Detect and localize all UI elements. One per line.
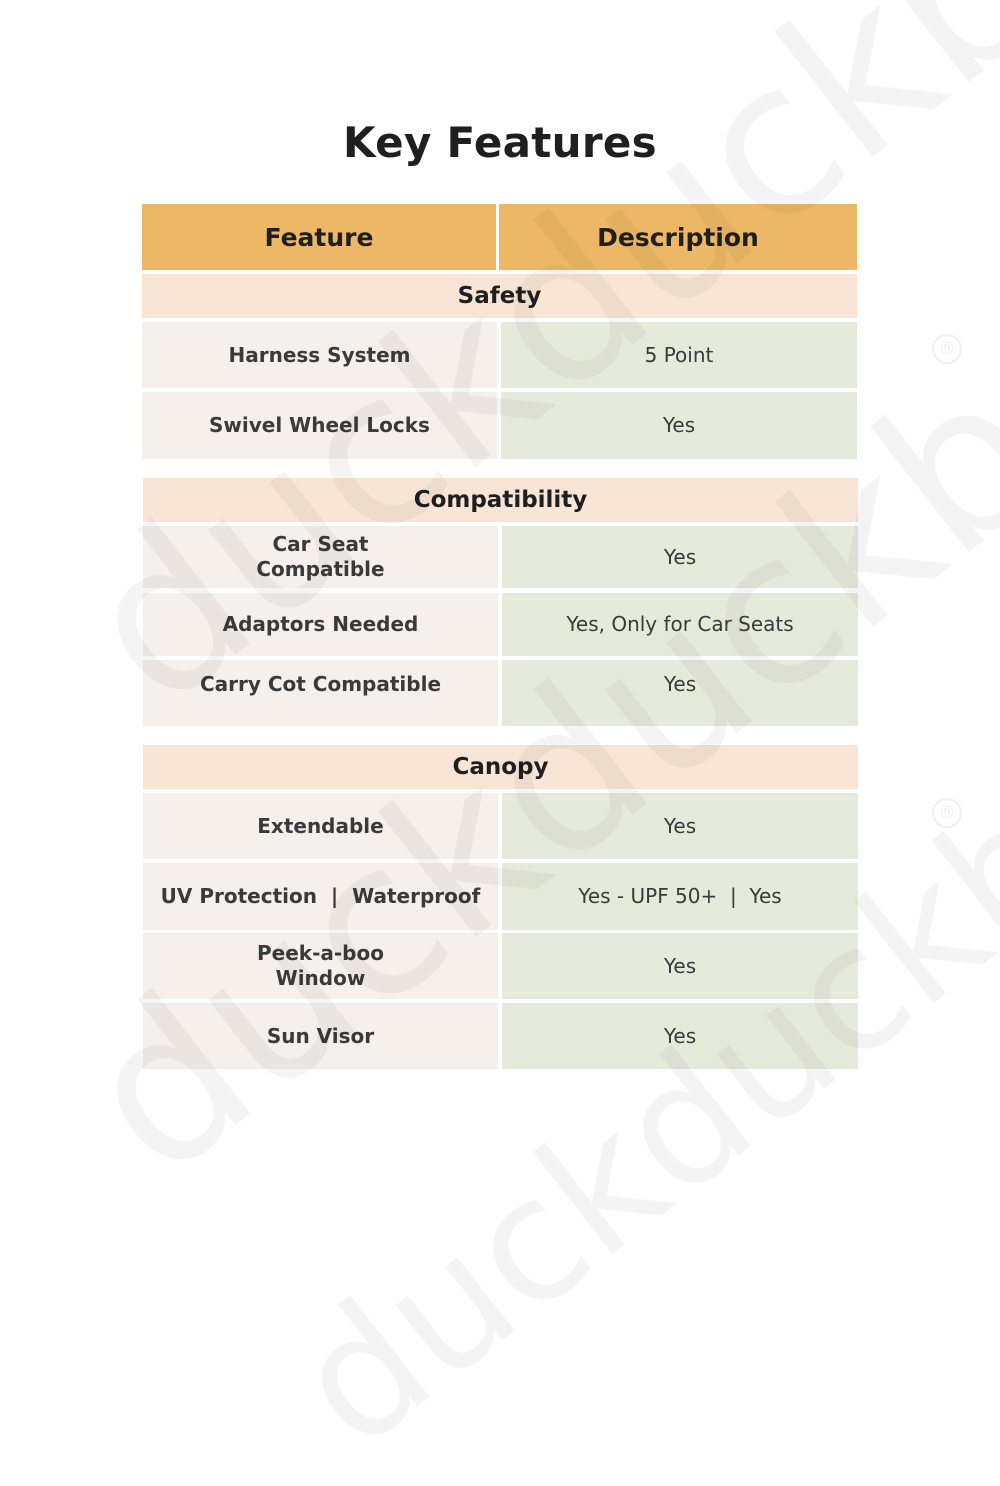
registered-mark-icon: ® xyxy=(932,334,962,364)
header-description: Description xyxy=(499,204,857,270)
feature-swivel-wheel-locks: Swivel Wheel Locks xyxy=(142,392,497,459)
feature-uv-protection-waterproof: UV Protection | Waterproof xyxy=(143,863,498,930)
feature-sun-visor: Sun Visor xyxy=(143,1003,498,1069)
header-feature: Feature xyxy=(142,204,496,270)
description-extendable: Yes xyxy=(502,793,858,859)
description-adaptors-needed: Yes, Only for Car Seats xyxy=(502,593,858,656)
page-title: Key Features xyxy=(343,118,657,167)
description-carry-cot-compatible: Yes xyxy=(502,660,858,726)
description-peek-a-boo-window: Yes xyxy=(502,933,858,999)
section-canopy: Canopy xyxy=(143,745,858,789)
description-sun-visor: Yes xyxy=(502,1003,858,1069)
description-harness-system: 5 Point xyxy=(501,322,857,388)
feature-harness-system: Harness System xyxy=(142,322,497,388)
description-uv-protection-waterproof: Yes - UPF 50+ | Yes xyxy=(502,863,858,930)
feature-carry-cot-compatible: Carry Cot Compatible xyxy=(143,660,498,726)
description-car-seat-compatible: Yes xyxy=(502,526,858,588)
section-safety: Safety xyxy=(142,274,857,318)
feature-car-seat-compatible: Car Seat Compatible xyxy=(143,526,498,588)
description-swivel-wheel-locks: Yes xyxy=(501,392,857,459)
feature-peek-a-boo-window: Peek-a-boo Window xyxy=(143,933,498,999)
section-compatibility: Compatibility xyxy=(143,478,858,522)
registered-mark-icon: ® xyxy=(932,798,962,828)
feature-adaptors-needed: Adaptors Needed xyxy=(143,593,498,656)
feature-extendable: Extendable xyxy=(143,793,498,859)
